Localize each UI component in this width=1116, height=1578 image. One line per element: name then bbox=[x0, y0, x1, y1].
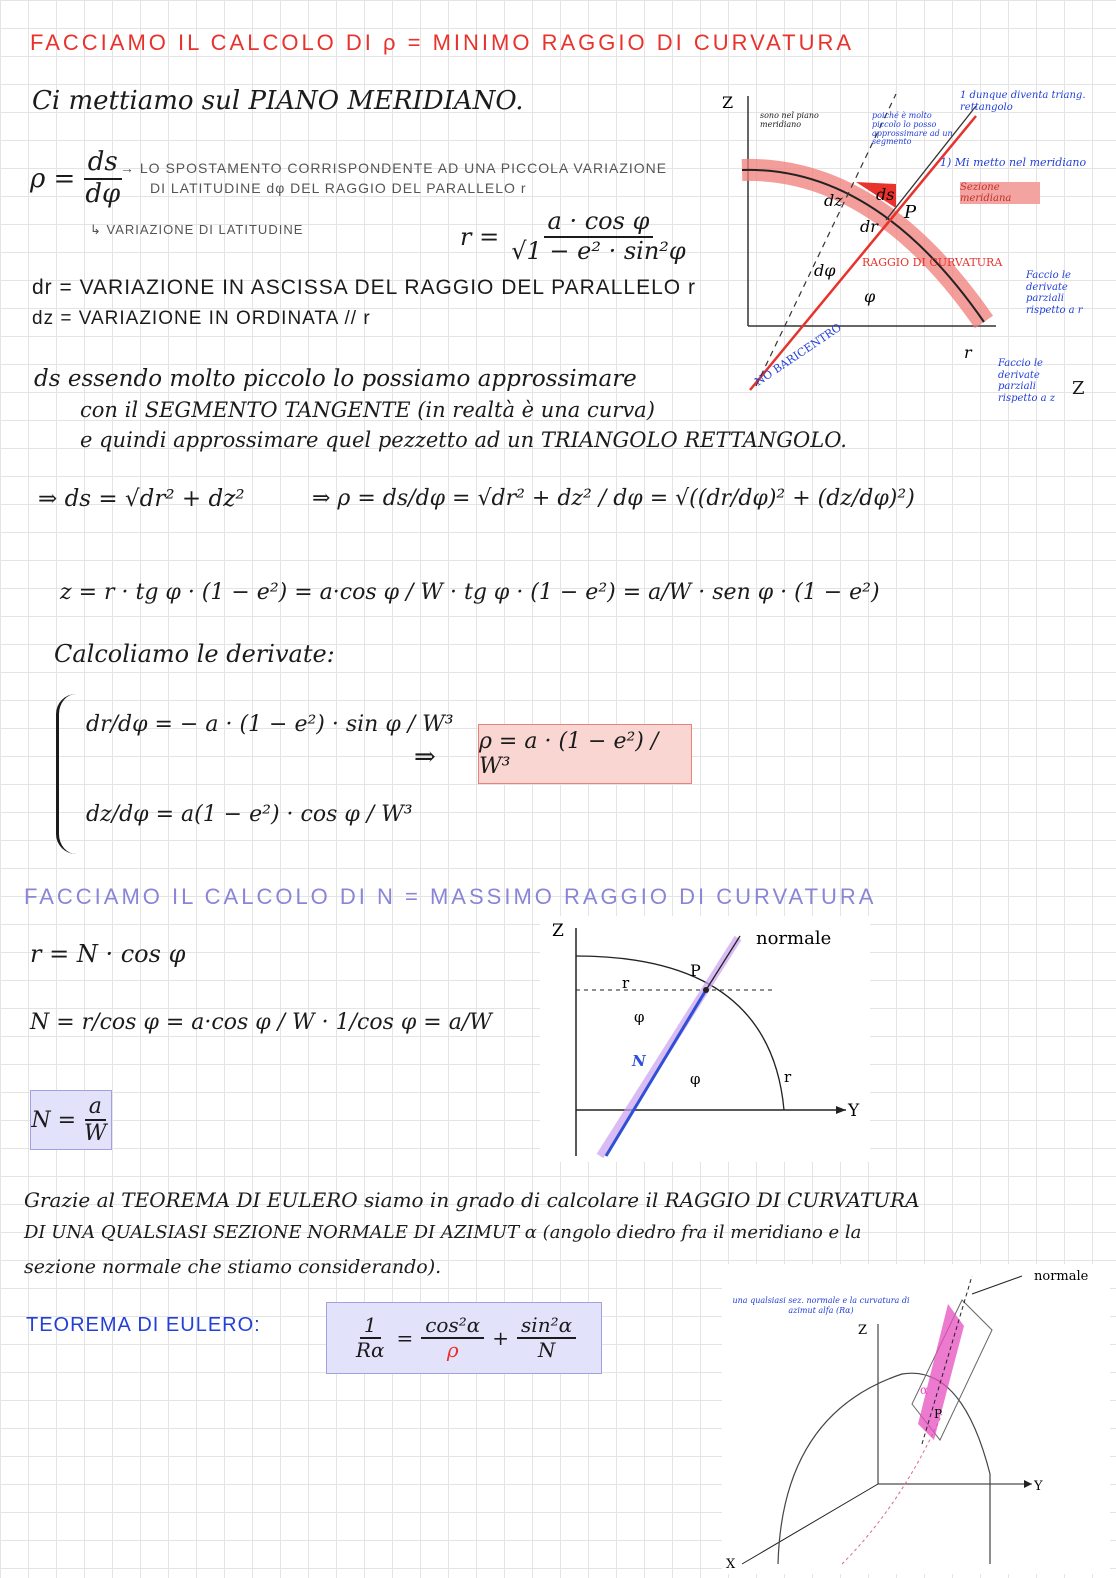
n-result-den: W bbox=[84, 1121, 107, 1146]
section2-title: FACCIAMO IL CALCOLO DI N = MASSIMO RAGGIO DI CURVATURA bbox=[24, 884, 877, 909]
dphi-note: ↳ VARIAZIONE DI LATITUDINE bbox=[90, 222, 304, 237]
r-formula-lhs: r = bbox=[460, 222, 500, 251]
euler-formula-box bbox=[326, 1302, 602, 1374]
r-formula-den: √1 − e² · sin²φ bbox=[511, 236, 686, 265]
derivative-dr: dr/dφ = − a · (1 − e²) · sin φ / W³ bbox=[86, 712, 454, 737]
diagram1-phi: φ bbox=[864, 287, 876, 306]
section1-title: FACCIAMO IL CALCOLO DI ρ = MINIMO RAGGIO DI CURVATURA bbox=[30, 30, 855, 55]
ds-formula: ⇒ ds = √dr² + dz² bbox=[38, 486, 245, 512]
r-formula bbox=[460, 208, 690, 265]
euler-term2-den: N bbox=[537, 1338, 556, 1362]
diagram2-r-side: r bbox=[784, 1068, 792, 1086]
rho-note-1: → LO SPOSTAMENTO CORRISPONDENTE AD UNA PICCOLA VARIAZIONE bbox=[120, 160, 668, 176]
point-p bbox=[703, 987, 709, 993]
rho-note-2: DI LATITUDINE dφ DEL RAGGIO DEL PARALLELO r bbox=[150, 180, 527, 196]
euler-line-3: sezione normale che stiamo considerando). bbox=[24, 1256, 442, 1278]
euler-plus: + bbox=[492, 1326, 510, 1350]
deriv-note-1: Faccio le derivate parziali rispetto a r bbox=[1026, 270, 1083, 316]
euler-term2-num: sin²α bbox=[517, 1314, 576, 1339]
note-meridian-step: 1) Mi metto nel meridiano bbox=[940, 156, 1087, 169]
approx-line-1: ds essendo molto piccolo lo possiamo approssimare bbox=[34, 366, 637, 392]
note-plane: sono nel piano meridiano bbox=[760, 111, 819, 129]
rho-den: dφ bbox=[85, 178, 121, 209]
euler-term2 bbox=[517, 1314, 576, 1362]
z-formula: z = r · tg φ · (1 − e²) = a·cos φ / W · tg φ · (1 − e²) = a/W · sen φ · (1 − e²) bbox=[60, 580, 880, 605]
z-bottom-label: Z bbox=[1072, 378, 1085, 399]
no-baricentro: NO BARICENTRO bbox=[752, 320, 844, 389]
diagram1-ds: ds bbox=[876, 185, 895, 204]
n-result-box bbox=[30, 1090, 112, 1150]
diagram2-phi2: φ bbox=[690, 1070, 701, 1088]
system-brace bbox=[56, 694, 77, 854]
diagram2-normale: normale bbox=[756, 928, 832, 949]
implies-arrow: ⇒ bbox=[414, 742, 436, 772]
rho-fraction bbox=[81, 148, 124, 210]
dr-definition: dr = VARIAZIONE IN ASCISSA DEL RAGGIO DEL PARALLELO r bbox=[32, 276, 696, 299]
derivatives-title: Calcoliamo le derivate: bbox=[54, 640, 335, 668]
diagram1-P: P bbox=[904, 202, 917, 223]
n-equation: N = r/cos φ = a·cos φ / W · 1/cos φ = a/W bbox=[30, 1010, 492, 1035]
euler-equals: = bbox=[396, 1326, 414, 1350]
diagram2-N: N bbox=[632, 1052, 646, 1070]
diagram3-z: Z bbox=[858, 1323, 868, 1338]
euler-lhs-num: 1 bbox=[360, 1314, 381, 1339]
diagram3-x: X bbox=[726, 1557, 736, 1572]
n-result-num: a bbox=[85, 1094, 106, 1121]
diagram2-phi1: φ bbox=[634, 1008, 645, 1026]
diagram3-y: Y bbox=[1034, 1479, 1043, 1494]
diagram2-y: Y bbox=[848, 1101, 860, 1121]
rho-num: ds bbox=[84, 148, 122, 180]
euler-lhs-den: Rα bbox=[355, 1338, 385, 1362]
rho-lhs: ρ = bbox=[30, 163, 76, 194]
meridian-arc-highlight bbox=[742, 170, 984, 322]
euler-line-1: Grazie al TEOREMA DI EULERO siamo in grado di calcolare il RAGGIO DI CURVATURA bbox=[24, 1188, 920, 1212]
note-section: Sezione meridiana bbox=[960, 182, 1040, 204]
raggio-label: RAGGIO DI CURVATURA bbox=[862, 256, 1003, 269]
diagram3-normale: normale bbox=[1034, 1269, 1089, 1284]
diagram3-note: una qualsiasi sez. normale e la curvatura di azimut alfa (Rα) bbox=[732, 1296, 910, 1315]
euler-term1 bbox=[421, 1314, 484, 1362]
diagram1-dz: dz bbox=[824, 191, 843, 210]
normal-diagram bbox=[540, 916, 870, 1162]
diagram2-z: Z bbox=[552, 921, 564, 941]
note-tangent: poiché è molto piccolo lo posso approssimare ad un segmento bbox=[872, 111, 953, 147]
intro-text: Ci mettiamo sul PIANO MERIDIANO. bbox=[32, 86, 524, 116]
diagram1-dphi: dφ bbox=[814, 261, 836, 280]
rho-formula: ⇒ ρ = ds/dφ = √dr² + dz² / dφ = √((dr/dφ)² + (dz/dφ)²) bbox=[312, 486, 915, 511]
note-triangle: 1 dunque diventa triang. rettangolo bbox=[960, 90, 1086, 113]
diagram2-r-top: r bbox=[622, 974, 630, 992]
diagram2-bg bbox=[540, 916, 870, 1162]
diagram1-dr: dr bbox=[860, 217, 878, 236]
approx-line-3: e quindi approssimare quel pezzetto ad un TRIANGOLO RETTANGOLO. bbox=[80, 428, 847, 452]
r-equation: r = N · cos φ bbox=[30, 940, 186, 968]
diagram3-alpha: α bbox=[920, 1383, 929, 1397]
rho-definition bbox=[30, 148, 124, 210]
diagram2-P: P bbox=[690, 961, 701, 980]
diagram1-r: r bbox=[964, 343, 972, 362]
dz-definition: dz = VARIAZIONE IN ORDINATA // r bbox=[32, 308, 371, 329]
diagram1-z: Z bbox=[722, 93, 734, 112]
euler-lhs bbox=[352, 1314, 389, 1362]
n-result-fraction bbox=[80, 1094, 111, 1147]
r-formula-fraction bbox=[507, 208, 690, 265]
euler-line-2: DI UNA QUALSIASI SEZIONE NORMALE DI AZIMUT α (angolo diedro fra il meridiano e la bbox=[24, 1222, 862, 1243]
diagram3-P: P bbox=[934, 1407, 943, 1421]
rho-result-box: ρ = a · (1 − e²) / W³ bbox=[478, 724, 692, 784]
euler-term1-num: cos²α bbox=[421, 1314, 484, 1339]
euler-term1-den: ρ bbox=[446, 1338, 459, 1362]
theorem-label: TEOREMA DI EULERO: bbox=[26, 1314, 261, 1336]
r-formula-num: a · cos φ bbox=[544, 208, 654, 238]
derivative-dz: dz/dφ = a(1 − e²) · cos φ / W³ bbox=[86, 802, 413, 827]
n-result-lhs: N = bbox=[31, 1107, 77, 1133]
approx-line-2: con il SEGMENTO TANGENTE (in realtà è una curva) bbox=[80, 398, 655, 422]
deriv-note-2: Faccio le derivate parziali rispetto a z bbox=[998, 358, 1056, 404]
